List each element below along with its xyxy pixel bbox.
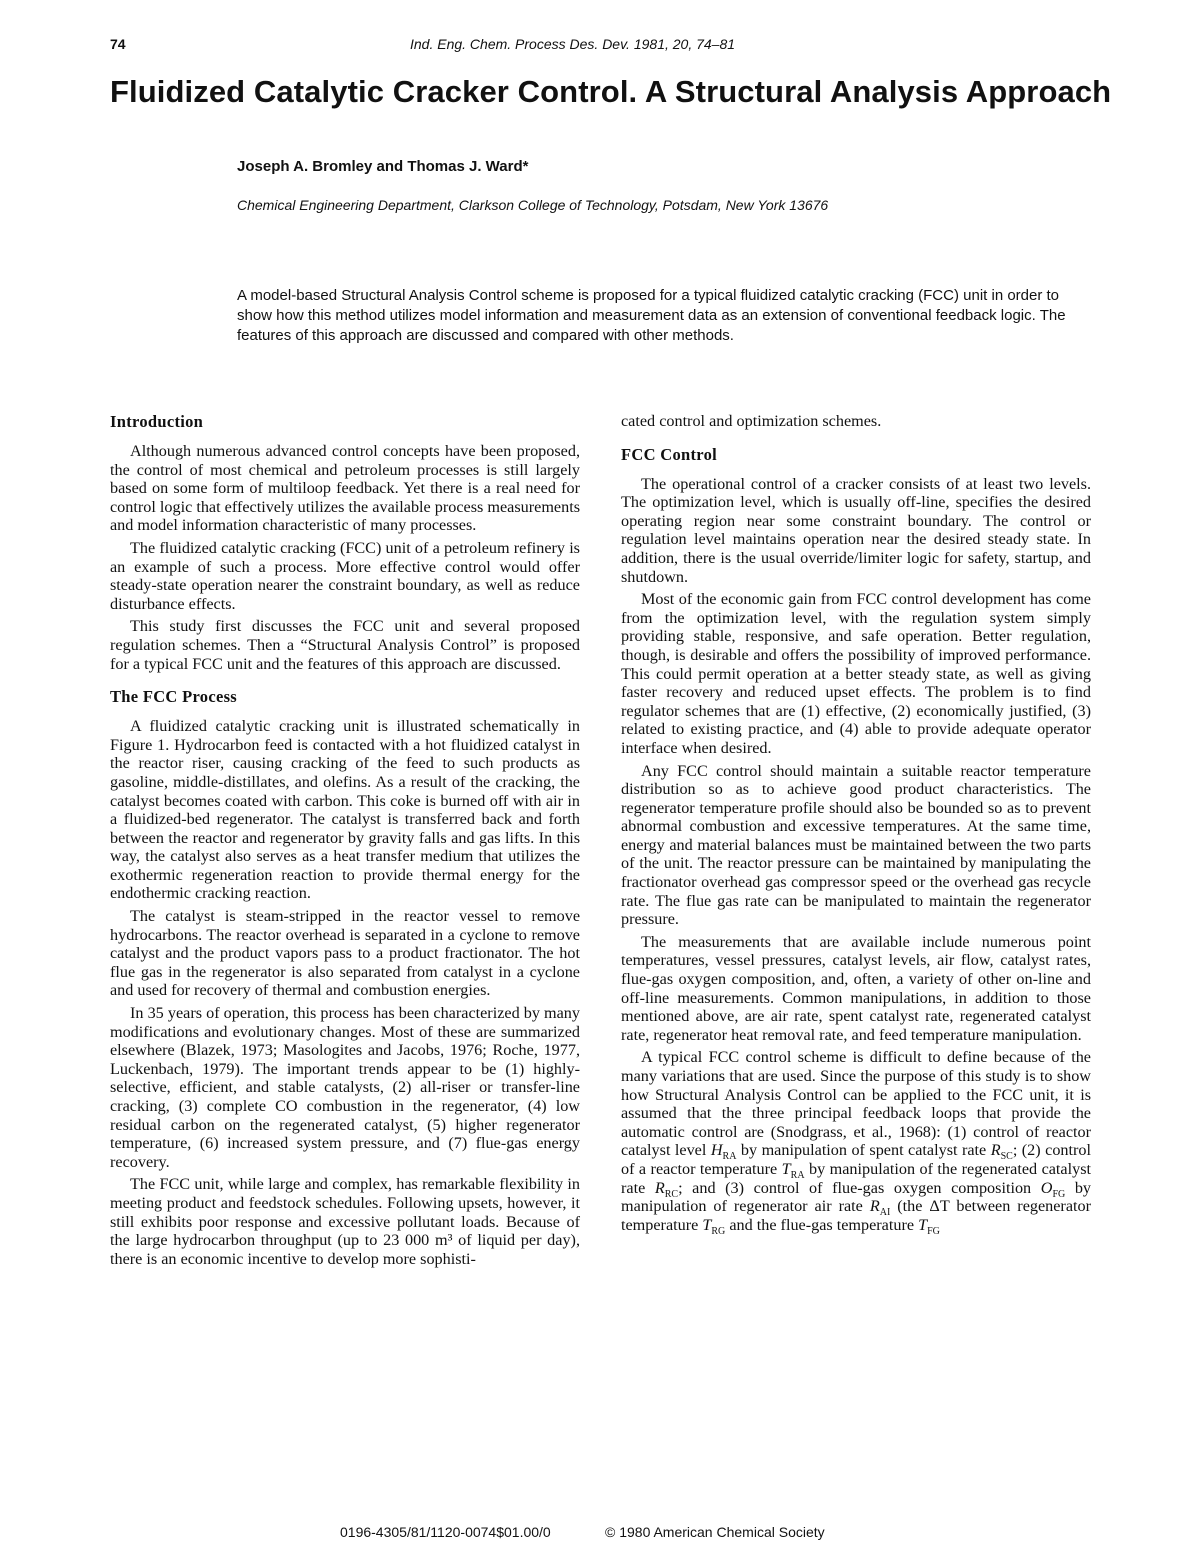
affiliation: Chemical Engineering Department, Clarkson College of Technology, Potsdam, New York 13676 bbox=[237, 197, 829, 213]
paragraph: Any FCC control should maintain a suitable reactor temperature distribution so as to achieve good product characteristics. The regenerator temperature profile should also be bounded so as to prevent abnormal combustion and excessive temperatures. At the same time, energy and material balances must be maintained between the two parts of the unit. The reactor pressure can be maintained by manipulating the fractionator overhead gas compressor speed or the overhead gas recycle rate. The flue gas rate can be manipulated to maintain the regenerator pressure. bbox=[621, 761, 1091, 929]
footer-copyright: © 1980 American Chemical Society bbox=[605, 1524, 825, 1540]
paragraph: The FCC unit, while large and complex, has remarkable flexibility in meeting product and feedstock schedules. Following upsets, however, it still exhibits poor response and excessive pollutant loads. Because of the large hydrocarbon throughput (up to 23 000 m³ of liquid per day), there is an economic incentive to develop more sophisti- bbox=[110, 1175, 580, 1268]
section-heading-fcc-control: FCC Control bbox=[621, 444, 718, 464]
section-heading-introduction: Introduction bbox=[110, 412, 204, 431]
abstract: A model-based Structural Analysis Control scheme is proposed for a typical fluidized catalytic cracking (FCC) unit in order to show how this method utilizes model information and measurement data as an extension of conventional feedback logic. The features of this approach are discussed and compared with other methods. bbox=[237, 287, 1066, 344]
paragraph: The operational control of a cracker consists of at least two levels. The optimization level, which is usually off-line, specifies the desired operating region near some constraint boundary. The control or regulation level maintains operation near the desired steady state. In addition, there is the usual override/limiter logic for safety, startup, and shutdown. bbox=[621, 474, 1091, 586]
paragraph: A typical FCC control scheme is difficult to define because of the many variations that are used. Since the purpose of this study is to show how Structural Analysis Control can be applied to the FCC unit, it is assumed that the three principal feedback loops that provide the automatic control are (Snodgrass, et al., 1968): (1) control of reactor catalyst level $H_{RA}$ by manipulation of spent catalyst rate $R_{SC}$; (2) control of a reactor temperature $T_{RA}$ by manipulation of the regenerated catalyst rate $R_{RC}$; and (3) control of flue-gas oxygen composition $O_{FG}$ by manipulation of regenerator air rate $R_{AI}$ (the ΔT between regenerator temperature $T_{RG}$ and the flue-gas temperature $T_{FG}$ bbox=[621, 1048, 1092, 1237]
left-column bbox=[110, 412, 580, 1272]
article-title: Fluidized Catalytic Cracker Control. A Structural Analysis Approach bbox=[110, 74, 1112, 109]
footer-code: 0196-4305/81/1120-0074$01.00/0 bbox=[340, 1524, 551, 1540]
paragraph: This study first discusses the FCC unit and several proposed regulation schemes. Then a “Structural Analysis Control” is proposed for a typical FCC unit and the features of this approach are discussed. bbox=[110, 617, 580, 673]
paragraph: In 35 years of operation, this process has been characterized by many modifications and evolutionary changes. Most of these are summarized elsewhere (Blazek, 1973; Masologites and Jacobs, 1976; Roche, 1977, Luckenbach, 1979). The important trends appear to be (1) highly-selective, efficient, and stable catalysts, (2) all-riser or transfer-line cracking, (3) complete CO combustion in the regenerator, (4) low residual carbon on the regenerated catalyst, (5) higher regenerator temperature, (6) increased system pressure, and (7) flue-gas energy recovery. bbox=[110, 1004, 580, 1171]
paragraph: A fluidized catalytic cracking unit is illustrated schematically in Figure 1. Hydrocarbon feed is contacted with a hot fluidized catalyst in the reactor riser, causing cracking of the feed to such products as gasoline, middle-distillates, and olefins. As a result of the cracking, the catalyst becomes coated with carbon. This coke is burned off with air in a fluidized-bed regenerator. The catalyst is transferred back and forth between the reactor and regenerator by gravity falls and gas lifts. In this way, the catalyst also serves as a heat transfer medium that utilizes the exothermic regeneration reaction to provide thermal energy for the endothermic cracking reaction. bbox=[110, 717, 580, 903]
right-column bbox=[621, 412, 1091, 1238]
paragraph: Most of the economic gain from FCC control development has come from the optimization level, with the regulation system simply providing stable, responsive, and safe operation. Better regulation, though, is desirable and offers the possibility of improved performance. This could permit operation at a better steady state, as well as giving faster recovery and reduced upset effects. The problem is to find regulator schemes that are (1) effective, (2) economically justified, (3) related to existing practice, and (4) able to provide adequate operator interface when desired. bbox=[621, 590, 1091, 757]
paragraph: The measurements that are available include numerous point temperatures, vessel pressures, catalyst levels, air flow, catalyst rates, flue-gas oxygen composition, and, often, a variety of other on-line and off-line measurements. Common manipulations, in addition to those mentioned above, are air rate, spent catalyst rate, regenerated catalyst rate, regenerator heat removal rate, and feed temperature manipulation. bbox=[621, 932, 1091, 1044]
paragraph-continuation: cated control and optimization schemes. bbox=[621, 412, 882, 430]
authors: Joseph A. Bromley and Thomas J. Ward* bbox=[237, 158, 529, 175]
paragraph: Although numerous advanced control concepts have been proposed, the control of most chemical and petroleum processes is still largely based on some form of multiloop feedback. Yet there is a real need for control logic that effectively utilizes the available process measurements and model information characteristic of many processes. bbox=[110, 442, 580, 535]
section-heading-fcc-process: The FCC Process bbox=[110, 687, 238, 707]
page-number: 74 bbox=[110, 36, 126, 52]
journal-citation: Ind. Eng. Chem. Process Des. Dev. 1981, 20, 74–81 bbox=[410, 36, 736, 52]
paragraph: The fluidized catalytic cracking (FCC) unit of a petroleum refinery is an example of such a process. More effective control would offer steady-state operation nearer the constraint boundary, as well as reduce disturbance effects. bbox=[110, 538, 580, 613]
paragraph: The catalyst is steam-stripped in the reactor vessel to remove hydrocarbons. The reactor overhead is separated in a cyclone to remove catalyst and the product vapors pass to a product fractionator. The hot flue gas in the regenerator is also separated from catalyst in a cyclone and used for recovery of thermal and combustion energies. bbox=[110, 907, 580, 1000]
